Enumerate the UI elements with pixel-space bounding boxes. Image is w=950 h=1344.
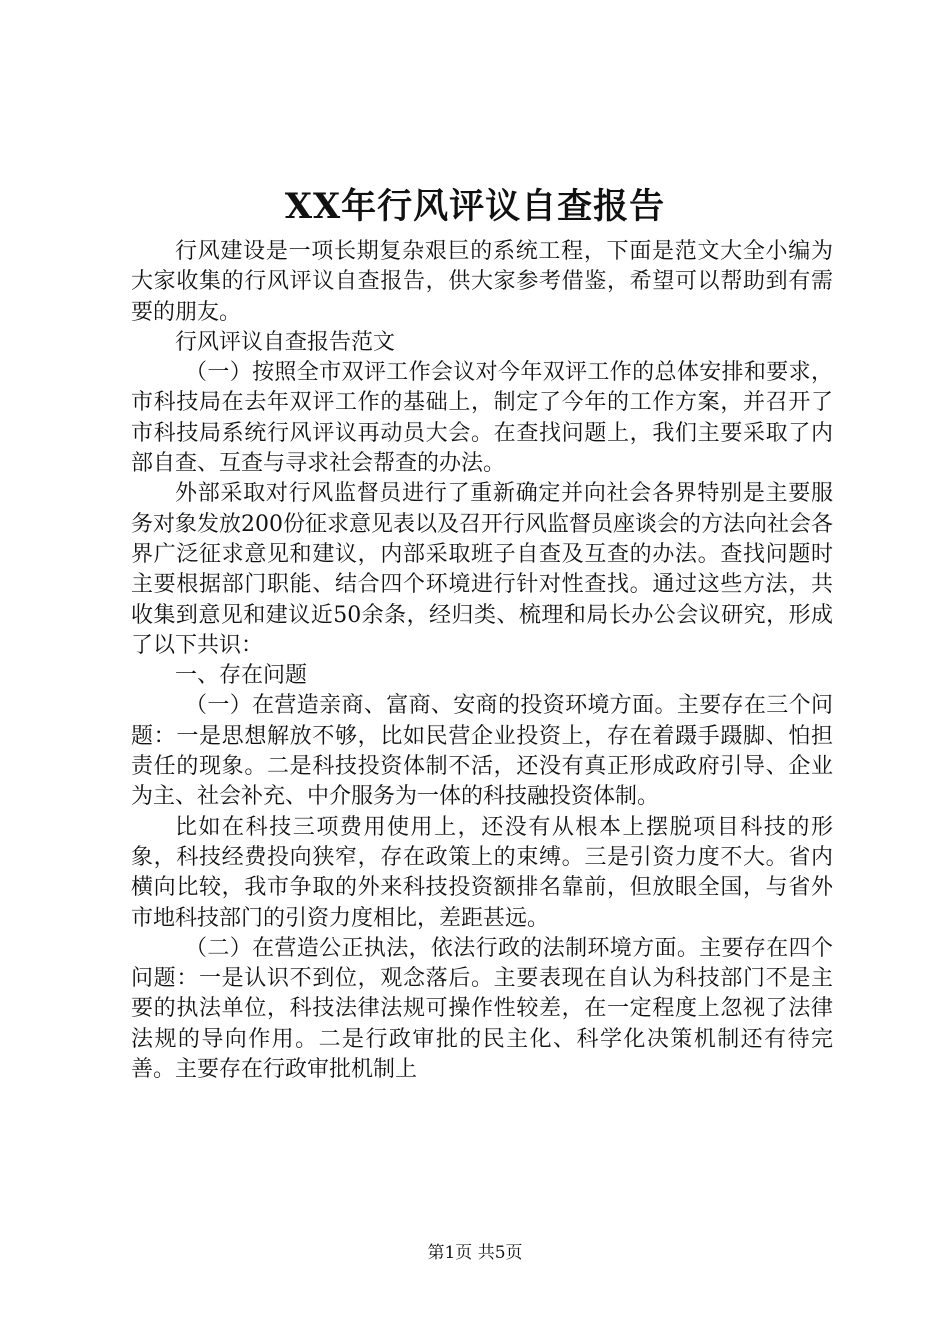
paragraph-intro: 行风建设是一项长期复杂艰巨的系统工程，下面是范文大全小编为大家收集的行风评议自查报告，供大家参考借鉴，希望可以帮助到有需要的朋友。 xyxy=(131,239,833,325)
paragraph-external: 外部采取对行风监督员进行了重新确定并向社会各界特别是主要服务对象发放200份征求意见表以及召开行风监督员座谈会的方法向社会各界广泛征求意见和建议，内部采取班子自查及互查的办法。查找问题时主要根据部门职能、结合四个环境进行针对性查找。通过这些方法，共收集到意见和建议近50余条，经归类、梳理和局长办公会议研究，形成了以下共识： xyxy=(131,481,833,658)
paragraph-heading-problems: 一、存在问题 xyxy=(175,663,308,689)
page-number: 第1页 共5页 xyxy=(427,1243,523,1263)
paragraph-legal: （二）在营造公正执法，依法行政的法制环境方面。主要存在四个问题：一是认识不到位，观念落后。主要表现在自认为科技部门不是主要的执法单位，科技法律法规可操作性较差，在一定程度上忽视了法律法规的导向作用。二是行政审批的民主化、科学化决策机制还有待完善。主要存在行政审批机制上 xyxy=(131,935,833,1083)
paragraph-investment: （一）在营造亲商、富商、安商的投资环境方面。主要存在三个问题：一是思想解放不够，比如民营企业投资上，存在着蹑手蹑脚、怕担责任的现象。二是科技投资体制不活，还没有真正形成政府引导、企业为主、社会补充、中介服务为一体的科技融投资体制。 xyxy=(131,693,833,810)
paragraph-section-1: （一）按照全市双评工作会议对今年双评工作的总体安排和要求，市科技局在去年双评工作的基础上，制定了今年的工作方案，并召开了市科技局系统行风评议再动员大会。在查找问题上，我们主要采取了内部自查、互查与寻求社会帮查的办法。 xyxy=(131,360,833,477)
paragraph-example: 比如在科技三项费用使用上，还没有从根本上摆脱项目科技的形象，科技经费投向狭窄，存在政策上的束缚。三是引资力度不大。省内横向比较，我市争取的外来科技投资额排名靠前，但放眼全国，与省外市地科技部门的引资力度相比，差距甚远。 xyxy=(131,814,833,931)
document-title: XX年行风评议自查报告 xyxy=(284,186,666,227)
document-body xyxy=(131,237,833,1085)
paragraph-subtitle: 行风评议自查报告范文 xyxy=(175,329,396,355)
